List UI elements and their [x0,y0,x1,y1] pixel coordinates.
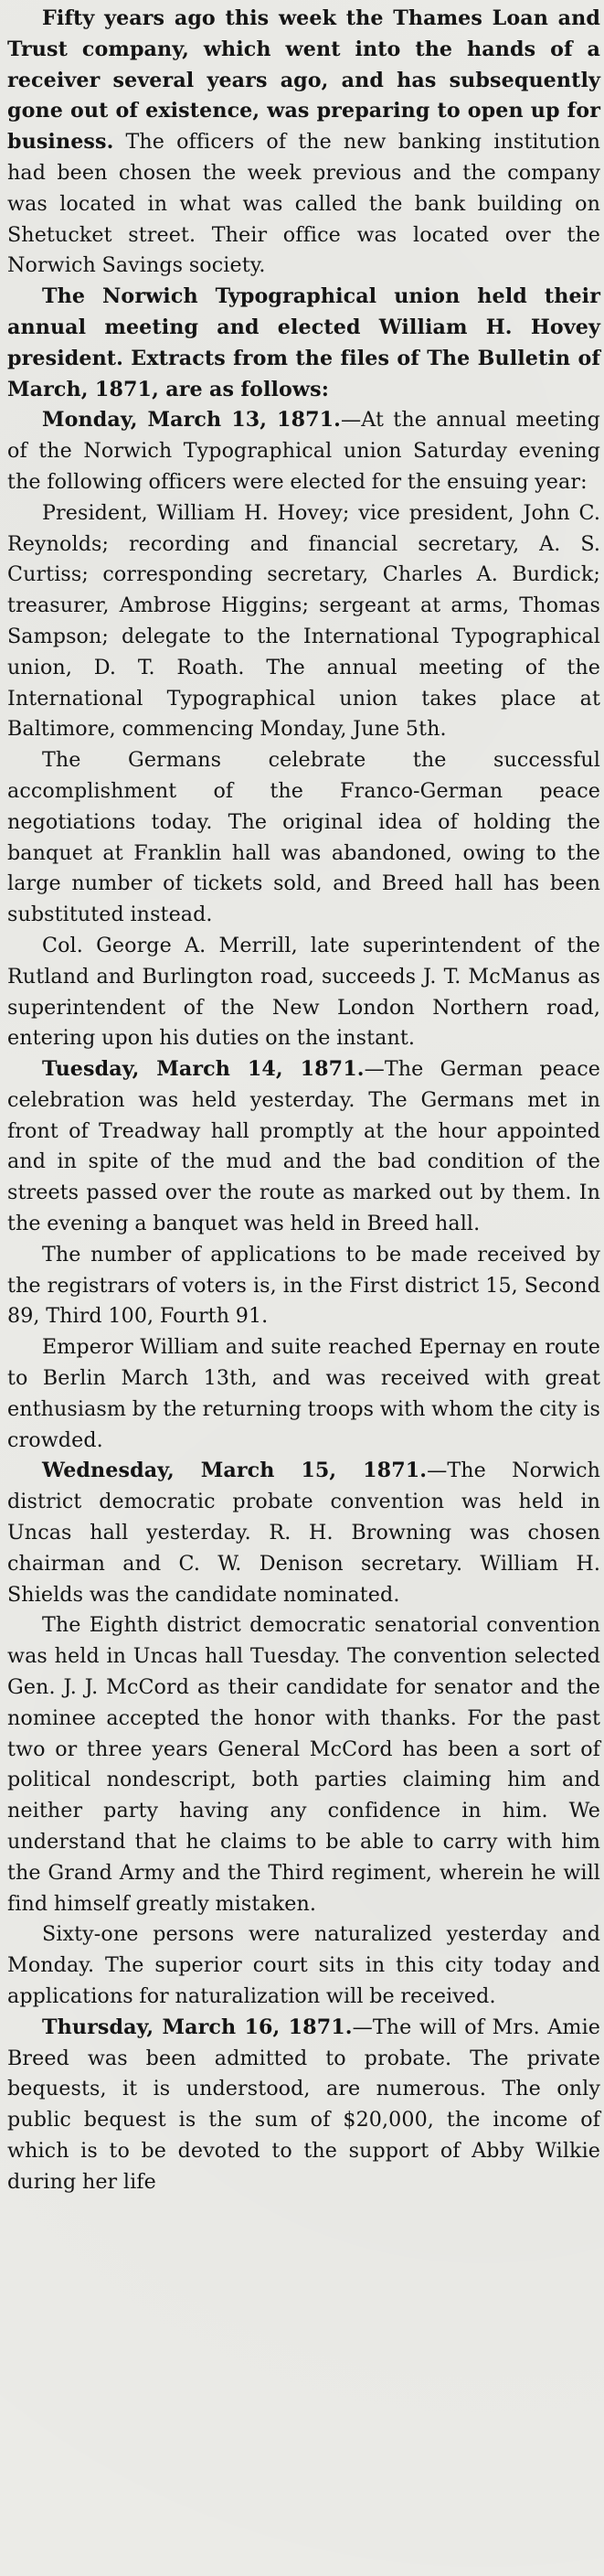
paragraph-text: —At the annual meeting of the Norwich Typographical union Saturday evening the following officers were elected for the ensuing year: [7,408,600,494]
paragraph-text: The Germans celebrate the successful accomplishment of the Franco-German peace negotiations today. The original idea of holding the banquet at Franklin hall was abandoned, owing to the large number of tickets sold, and Breed hall has been substituted instead. [7,748,600,927]
paragraph-text: Col. George A. Merrill, late superintendent of the Rutland and Burlington road, succeeds J. T. McManus as superintendent of the New London Northern road, entering upon his duties on the instant. [7,933,600,1051]
paragraph-registrars [7,1240,600,1332]
paragraph-march-16 [7,2013,600,2198]
paragraph-text: Emperor William and suite reached Epernay en route to Berlin March 13th, and was received with great enthusiasm by the returning troops with whom the city is crowded. [7,1335,600,1452]
paragraph-text: —The Norwich district democratic probate convention was held in Uncas hall yesterday. R. H. Browning was chosen chairman and C. W. Denison secretary. William H. Shields was the candidate nominated. [7,1459,600,1607]
paragraph-text: The number of applications to be made received by the registrars of voters is, in the First district 15, Second 89, Third 100, Fourth 91. [7,1242,600,1329]
paragraph-lead: Fifty years ago this week the Thames Loan and Trust company, which went into the hands of a receiver several years ago, and has subsequently gone out of existence, was preparing to open up for business. [7,6,600,155]
paragraph-text: The Eighth district democratic senatorial convention was held in Uncas hall Tuesday. The convention selected Gen. J. J. McCord as their candidate for senator and the nominee accepted the honor with thanks. For the past two or three years General McCord has been a sort of political nondescript, both parties claiming him and neither party having any confidence in him. We understand that he claims to be able to carry with him the Grand Army and the Third regiment, wherein he will find himself greatly mistaken. [7,1613,600,1916]
paragraph-merrill [7,931,600,1054]
paragraph-text: President, William H. Hovey; vice president, John C. Reynolds; recording and financial secretary, A. S. Curtiss; corresponding secretary, Charles A. Burdick; treasurer, Ambrose Higgins; sergeant at arms, Thomas Sampson; delegate to the International Typographical union, D. T. Roath. The annual meeting of the International Typographical union takes place at Baltimore, commencing Monday, June 5th. [7,500,600,742]
paragraph-text: Sixty-one persons were naturalized yesterday and Monday. The superior court sits in this city today and applications for naturalization will be received. [7,1922,600,2008]
dateline: Thursday, March 16, 1871. [42,2015,353,2039]
paragraph-eighth-district [7,1610,600,1919]
paragraph-march-13 [7,405,600,497]
paragraph-typographical-union [7,282,600,405]
paragraph-naturalized [7,1919,600,2012]
paragraph-march-14 [7,1054,600,1240]
dateline: Tuesday, March 14, 1871. [42,1057,365,1082]
paragraph-text: —The German peace celebration was held yesterday. The Germans met in front of Treadway hall promptly at the hour appointed and in spite of the mud and the bad condition of the streets passed over the route as marked out by them. In the evening a banquet was held in Breed hall. [7,1057,600,1236]
paragraph-lead: The Norwich Typographical union held their annual meeting and elected William H. Hovey president. Extracts from the files of The Bulletin of March, 1871, are as follows: [7,284,600,401]
dateline: Monday, March 13, 1871. [42,408,342,433]
paragraph-thames-loan [7,4,600,282]
paragraph-emperor-william [7,1332,600,1456]
paragraph-text: The officers of the new banking institution had been chosen the week previous and the company was located in what was called the bank building on Shetucket street. Their office was located over the Norwich Savings society. [7,130,600,278]
paragraph-germans-celebrate [7,745,600,931]
paragraph-officers-list [7,498,600,745]
paragraph-text: —The will of Mrs. Amie Breed was been admitted to probate. The private bequests, it is understood, are numerous. The only public bequest is the sum of $20,000, the income of which is to be devoted to the support of Abby Wilkie during her life [7,2015,600,2194]
paragraph-march-15 [7,1456,600,1610]
dateline: Wednesday, March 15, 1871. [42,1459,428,1483]
article-column [7,4,600,2198]
